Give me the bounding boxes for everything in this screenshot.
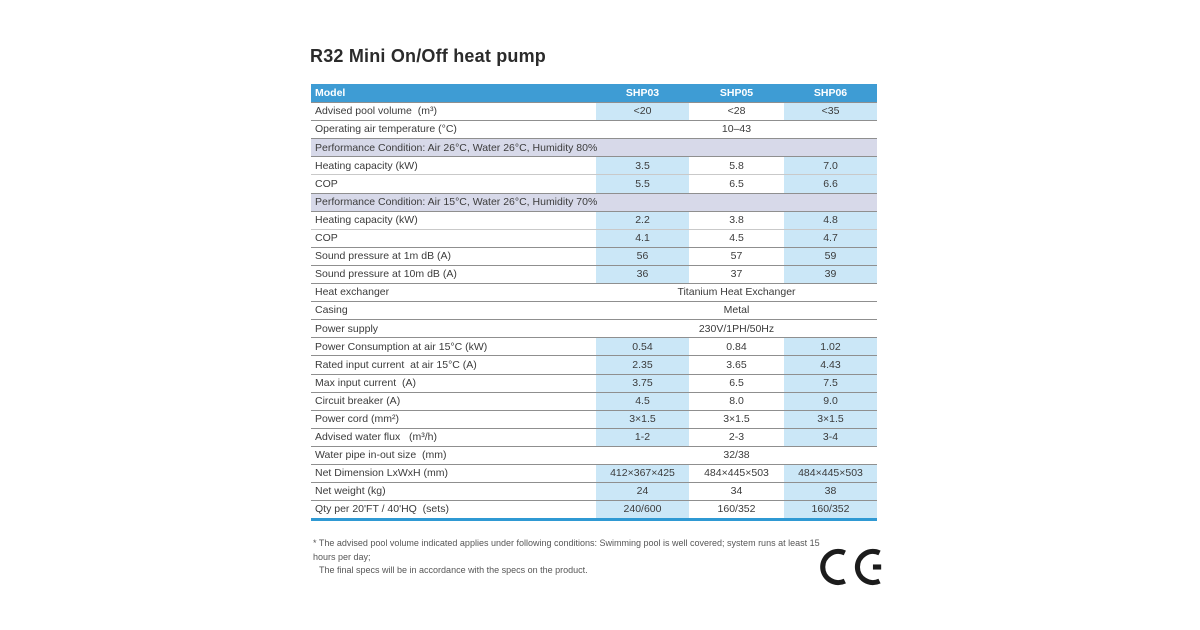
table-row [311, 102, 877, 120]
row-value-shp06: 1.02 [784, 338, 877, 355]
row-value-shp03: 2.35 [596, 356, 689, 373]
row-value-shp05: 3×1.5 [723, 412, 750, 425]
row-value-shp06: 4.7 [784, 230, 877, 247]
row-label: Heat exchanger [315, 286, 390, 299]
row-label: COP [315, 232, 338, 245]
row-value-shp06: <35 [784, 103, 877, 120]
table-row [311, 446, 877, 464]
table-row [311, 410, 877, 428]
row-value-shp06: 3×1.5 [784, 411, 877, 428]
table-row [311, 301, 877, 319]
row-value-shp03: 3.75 [596, 375, 689, 392]
row-value-shp05: 2-3 [728, 431, 745, 444]
row-value-shp03: 56 [596, 248, 689, 265]
row-label: Power supply [315, 322, 379, 335]
row-value-shp03: 36 [596, 266, 689, 283]
row-label: Sound pressure at 1m dB (A) [315, 250, 451, 263]
row-label: Max input current (A) [315, 376, 416, 389]
row-label: Net weight (kg) [315, 485, 386, 498]
footnote [313, 537, 833, 578]
row-label: Heating capacity (kW) [315, 213, 418, 226]
row-value-shp06: 7.0 [784, 157, 877, 174]
row-label: Heating capacity (kW) [315, 159, 418, 172]
table-row [311, 500, 877, 518]
row-value-shp05: 34 [730, 485, 743, 498]
row-value-shp03: 2.2 [596, 212, 689, 229]
row-value-shp05: 6.5 [729, 376, 744, 389]
column-header-shp05: SHP05 [719, 86, 754, 99]
section-header-label: Performance Condition: Air 26°C, Water 26°C, Humidity 80% [311, 139, 877, 156]
row-value-shp03: 0.54 [596, 338, 689, 355]
column-header-shp03: SHP03 [625, 86, 660, 99]
table-header-row [311, 84, 877, 102]
row-value-shp06: 484×445×503 [784, 465, 877, 482]
row-value-shp06: 38 [784, 483, 877, 500]
column-header-shp06: SHP06 [813, 86, 848, 99]
row-value-span: 32/38 [723, 449, 750, 462]
row-label: Power cord (mm²) [315, 412, 400, 425]
table-rows [311, 102, 877, 518]
row-value-shp03: 412×367×425 [596, 465, 689, 482]
row-value-shp05: 4.5 [729, 232, 744, 245]
table-row [311, 392, 877, 410]
row-value-shp03: 4.5 [596, 393, 689, 410]
row-value-shp06: 6.6 [784, 175, 877, 192]
row-label: Casing [315, 304, 348, 317]
spec-table [311, 84, 877, 521]
row-label: Sound pressure at 10m dB (A) [315, 268, 457, 281]
row-value-shp05: 3.8 [729, 213, 744, 226]
row-value-shp05: <28 [727, 105, 746, 118]
row-label: Circuit breaker (A) [315, 394, 401, 407]
row-label: Advised water flux (m³/h) [315, 431, 437, 444]
row-label: Net Dimension LxWxH (mm) [315, 467, 449, 480]
row-label: Water pipe in-out size (mm) [315, 449, 447, 462]
table-row [311, 247, 877, 265]
table-row [311, 482, 877, 500]
table-row [311, 337, 877, 355]
row-value-shp03: 5.5 [596, 175, 689, 192]
table-row [311, 464, 877, 482]
row-value-shp06: 59 [784, 248, 877, 265]
row-value-shp05: 3.65 [726, 358, 747, 371]
row-label: Qty per 20'FT / 40'HQ (sets) [315, 503, 449, 516]
row-label: Power Consumption at air 15°C (kW) [315, 340, 488, 353]
row-value-shp05: 5.8 [729, 159, 744, 172]
table-row [311, 229, 877, 247]
row-value-shp06: 9.0 [784, 393, 877, 410]
section-header-row [311, 193, 877, 211]
section-header-label: Performance Condition: Air 15°C, Water 26°C, Humidity 70% [311, 194, 877, 211]
row-value-shp06: 7.5 [784, 375, 877, 392]
row-value-shp06: 4.8 [784, 212, 877, 229]
row-value-shp05: 0.84 [726, 340, 747, 353]
row-value-shp05: 6.5 [729, 177, 744, 190]
row-value-shp05: 484×445×503 [704, 467, 769, 480]
column-header-model: Model [315, 86, 346, 99]
row-value-shp03: 4.1 [596, 230, 689, 247]
row-value-shp03: 24 [596, 483, 689, 500]
table-row [311, 374, 877, 392]
row-label: COP [315, 177, 338, 190]
row-value-shp06: 160/352 [784, 501, 877, 518]
table-row [311, 355, 877, 373]
row-value-shp05: 37 [730, 268, 743, 281]
row-value-shp03: 3.5 [596, 157, 689, 174]
footnote-line-2: The final specs will be in accordance with the specs on the product. [319, 565, 588, 575]
row-value-shp03: <20 [596, 103, 689, 120]
page-title: R32 Mini On/Off heat pump [310, 46, 547, 66]
ce-mark-icon [820, 546, 892, 588]
row-label: Advised pool volume (m³) [315, 105, 437, 118]
table-row [311, 211, 877, 229]
row-value-span: 10–43 [721, 123, 752, 136]
row-value-shp03: 1-2 [596, 429, 689, 446]
row-value-shp05: 57 [730, 250, 743, 263]
row-value-span: 230V/1PH/50Hz [698, 322, 775, 335]
section-header-row [311, 138, 877, 156]
footnote-line-1: * The advised pool volume indicated applies under following conditions: Swimming pool is well covered; system runs at least 15 hours per day; [313, 538, 820, 562]
table-row [311, 319, 877, 337]
table-row [311, 174, 877, 192]
row-value-shp05: 8.0 [729, 394, 744, 407]
row-value-shp06: 4.43 [784, 356, 877, 373]
row-value-shp06: 3-4 [784, 429, 877, 446]
row-value-span: Titanium Heat Exchanger [677, 286, 796, 299]
table-row [311, 265, 877, 283]
row-value-shp03: 240/600 [596, 501, 689, 518]
row-value-shp05: 160/352 [717, 503, 756, 516]
row-label: Operating air temperature (°C) [315, 123, 457, 136]
table-row [311, 120, 877, 138]
row-value-shp03: 3×1.5 [596, 411, 689, 428]
row-value-shp06: 39 [784, 266, 877, 283]
table-row [311, 283, 877, 301]
table-row [311, 428, 877, 446]
table-row [311, 156, 877, 174]
row-label: Rated input current at air 15°C (A) [315, 358, 477, 371]
row-value-span: Metal [723, 304, 750, 317]
